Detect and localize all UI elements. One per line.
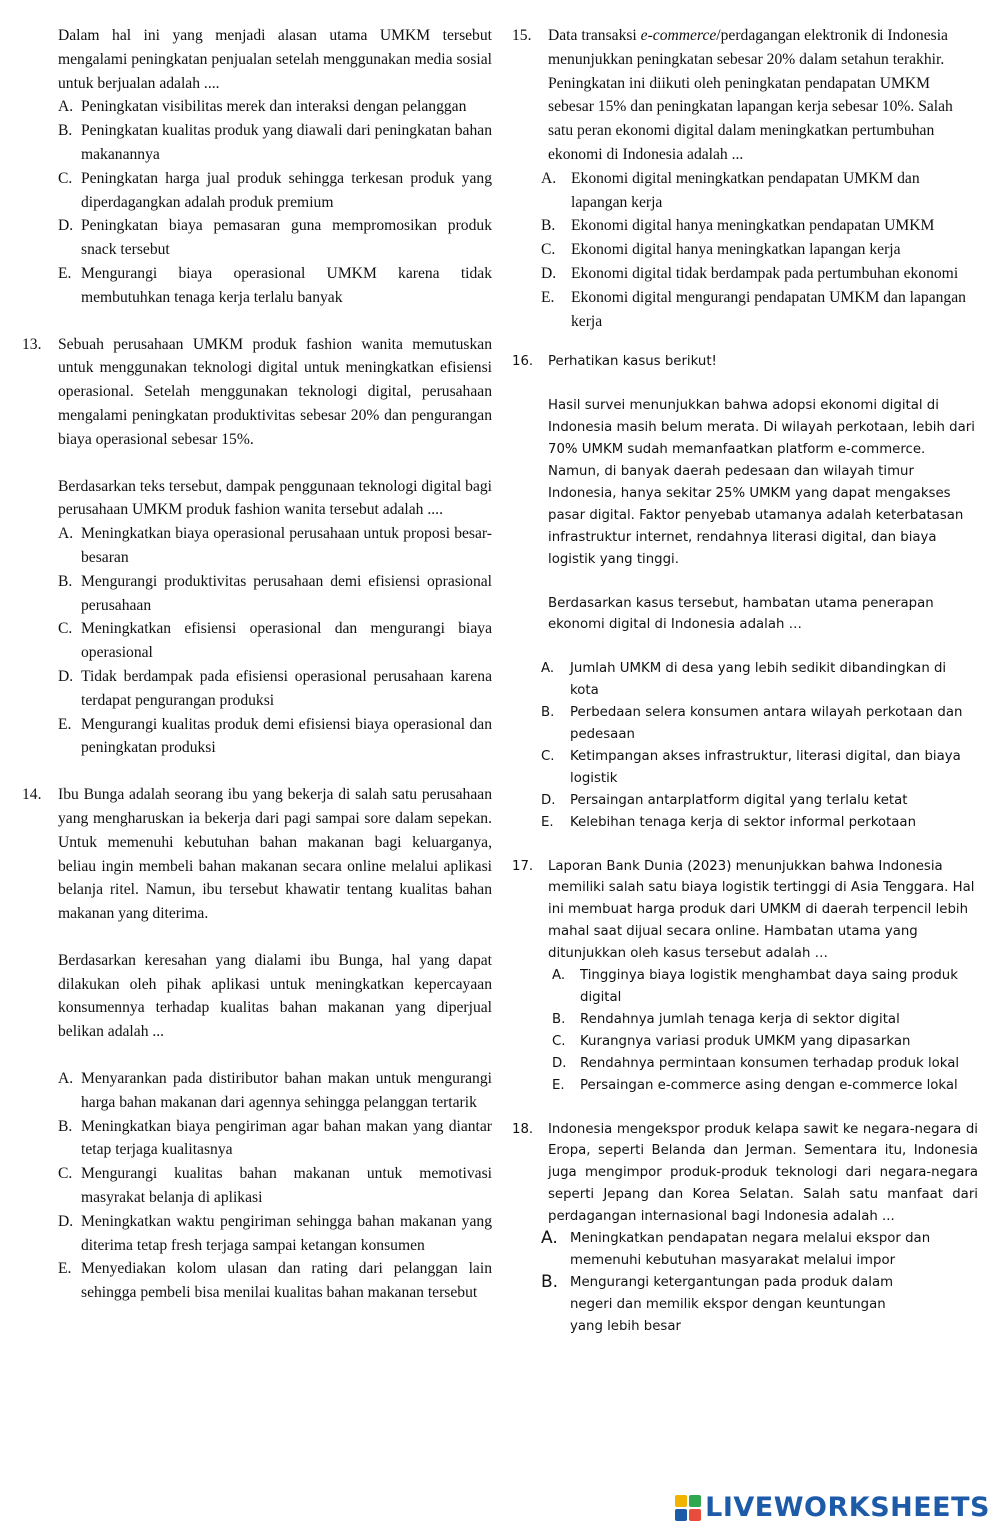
question-14-options xyxy=(22,1067,492,1305)
option[interactable]: C. Ekonomi digital hanya meningkatkan lapangan kerja xyxy=(541,241,901,259)
option[interactable]: D. Rendahnya permintaan konsumen terhadap produk lokal xyxy=(552,1055,960,1071)
option[interactable]: C. Peningkatan harga jual produk sehingga terkesan produk yang diperdagangkan adalah produk premium xyxy=(58,169,492,211)
option[interactable]: B. Mengurangi produktivitas perusahaan demi efisiensi oprasional perusahaan xyxy=(58,572,492,614)
option[interactable]: E. Persaingan e-commerce asing dengan e-commerce lokal xyxy=(552,1077,958,1093)
option[interactable]: A. Ekonomi digital meningkatkan pendapatan UMKM dan lapangan kerja xyxy=(541,169,920,211)
question-number: 16. xyxy=(512,354,534,370)
question-18-options xyxy=(512,1228,978,1338)
question-12-stem: Dalam hal ini yang menjadi alasan utama UMKM tersebut mengalami peningkatan penjualan setelah menggunakan media sosial untuk berjualan adalah .... xyxy=(58,27,492,92)
question-15-stem: Data transaksi e-commerce/perdagangan elektronik di Indonesia menunjukkan peningkatan sebesar 20% dalam setahun terakhir. Peningkatan ini diikuti oleh peningkatan pendapatan UMKM sebesar 15% dan peningkatan lapangan kerja sebesar 10%. Salah satu peran ekonomi digital dalam meningkatkan pertumbuhan ekonomi di Indonesia adalah ... xyxy=(548,27,953,163)
question-16-question: Berdasarkan kasus tersebut, hambatan utama penerapan ekonomi digital di Indonesia adalah … xyxy=(548,595,934,633)
option[interactable]: A. Tingginya biaya logistik menghambat daya saing produk digital xyxy=(552,968,958,1006)
question-13 xyxy=(22,333,492,523)
logo-text: LIVEWORKSHEETS xyxy=(705,1492,990,1523)
question-12-options xyxy=(22,95,492,309)
question-number: 15. xyxy=(512,27,532,44)
option[interactable]: D. Ekonomi digital tidak berdampak pada pertumbuhan ekonomi xyxy=(541,264,959,282)
option[interactable]: D. Persaingan antarplatform digital yang terlalu ketat xyxy=(541,792,908,808)
question-15 xyxy=(512,24,978,167)
option[interactable]: A. Jumlah UMKM di desa yang lebih sedikit dibandingkan di kota xyxy=(541,661,947,699)
option[interactable]: D. Meningkatkan waktu pengiriman sehingga bahan makanan yang diterima tetap fresh terjaga sampai ketangan konsumen xyxy=(58,1212,492,1254)
option[interactable]: C. Ketimpangan akses infrastruktur, literasi digital, dan biaya logistik xyxy=(541,748,961,786)
logo-mark-icon xyxy=(675,1495,701,1521)
question-12 xyxy=(22,24,492,95)
question-13-stem: Sebuah perusahaan UMKM produk fashion wanita memutuskan untuk menggunakan teknologi digital untuk meningkatkan efisiensi operasional. Setelah menggunakan teknologi digital, perusahaan mengalami peningkatan produktivitas sebesar 20% dan pengurangan biaya operasional sebesar 15%. xyxy=(58,335,492,448)
option[interactable]: D. Peningkatan biaya pemasaran guna mempromosikan produk snack tersebut xyxy=(58,217,492,259)
option[interactable]: B. Rendahnya jumlah tenaga kerja di sektor digital xyxy=(552,1011,900,1027)
option[interactable]: C. Kurangnya variasi produk UMKM yang dipasarkan xyxy=(552,1033,911,1049)
question-17-options xyxy=(512,965,978,1096)
question-16-intro: Perhatikan kasus berikut! xyxy=(548,354,717,370)
question-17 xyxy=(512,856,978,966)
option[interactable]: A. Menyarankan pada distiributor bahan makan untuk mengurangi harga bahan makanan dari agennya sehingga pelanggan tertarik xyxy=(58,1070,492,1111)
question-13-options xyxy=(22,522,492,760)
question-14 xyxy=(22,783,492,1044)
question-number: 17. xyxy=(512,858,534,874)
option[interactable]: E. Mengurangi biaya operasional UMKM karena tidak membutuhkan tenaga kerja terlalu banyak xyxy=(58,264,492,306)
right-column xyxy=(512,24,978,1338)
question-15-options xyxy=(512,167,978,334)
option[interactable]: B. Perbedaan selera konsumen antara wilayah perkotaan dan pedesaan xyxy=(541,705,963,743)
question-14-stem: Ibu Bunga adalah seorang ibu yang bekerja di salah satu perusahaan yang mengharuskan ia bekerja dari pagi sampai sore dalam sepekan. Untuk memenuhi kebutuhan bahan makanan bagi keluarganya, beliau ingin membeli bahan makanan secara online melalui aplikasi belanja ritel. Namun, ibu tersebut khawatir tentang kualitas bahan makanan yang diterima. xyxy=(58,786,492,923)
left-column xyxy=(22,24,492,1305)
question-16-options xyxy=(512,658,978,833)
option[interactable]: E. Ekonomi digital mengurangi pendapatan UMKM dan lapangan kerja xyxy=(541,288,966,330)
option[interactable]: B. Ekonomi digital hanya meningkatkan pendapatan UMKM xyxy=(541,217,935,235)
question-16 xyxy=(512,351,978,1337)
option[interactable]: B. Peningkatan kualitas produk yang diawali dari peningkatan bahan makanannya xyxy=(58,122,492,163)
question-14-question: Berdasarkan keresahan yang dialami ibu Bunga, hal yang dapat dilakukan oleh pihak aplikasi untuk meningkatkan kepercayaan konsumennya terhadap kualitas bahan makanan yang diperjual belikan adalah ... xyxy=(58,951,492,1041)
option[interactable]: B. Meningkatkan biaya pengiriman agar bahan makan yang diantar tetap terjaga kualitasnya xyxy=(58,1117,492,1159)
option[interactable]: A. Meningkatkan biaya operasional perusahaan untuk proposi besar-besaran xyxy=(58,525,492,566)
option[interactable]: E. Kelebihan tenaga kerja di sektor informal perkotaan xyxy=(541,814,916,830)
question-13-question: Berdasarkan teks tersebut, dampak penggunaan teknologi digital bagi perusahaan UMKM produk fashion wanita tersebut adalah .... xyxy=(58,477,492,519)
question-number: 13. xyxy=(22,335,42,353)
option[interactable]: E. Menyediakan kolom ulasan dan rating dari pelanggan lain sehingga pembeli bisa menilai kualitas bahan makanan tersebut xyxy=(58,1260,492,1302)
option[interactable]: A. Peningkatan visibilitas merek dan interaksi dengan pelanggan xyxy=(58,98,467,116)
question-17-stem: Laporan Bank Dunia (2023) menunjukkan bahwa Indonesia memiliki salah satu biaya logistik tertinggi di Asia Tenggara. Hal ini membuat harga produk dari UMKM di daerah terpencil lebih mahal saat dijual secara online. Hambatan utama yang ditunjukkan oleh kasus tersebut adalah … xyxy=(548,858,975,962)
option[interactable]: A. Meningkatkan pendapatan negara melalui ekspor dan memenuhi kebutuhan masyarakat melalui impor xyxy=(541,1228,931,1268)
option[interactable]: C. Meningkatkan efisiensi operasional dan mengurangi biaya operasional xyxy=(58,620,492,662)
question-number: 14. xyxy=(22,786,42,804)
option[interactable]: D. Tidak berdampak pada efisiensi operasional perusahaan karena terdapat pengurangan produksi xyxy=(58,667,492,709)
question-number: 18. xyxy=(512,1121,534,1137)
liveworksheets-logo[interactable] xyxy=(675,1492,990,1523)
option[interactable]: C. Mengurangi kualitas bahan makanan untuk memotivasi masyrakat belanja di aplikasi xyxy=(58,1165,492,1207)
option[interactable]: B. Mengurangi ketergantungan pada produk dalam negeri dan memilik ekspor dengan keuntungan yang lebih besar xyxy=(541,1271,894,1334)
question-18 xyxy=(512,1119,978,1229)
question-18-stem: Indonesia mengekspor produk kelapa sawit ke negara-negara di Eropa, seperti Belanda dan Jerman. Sementara itu, Indonesia juga mengimpor produk-produk teknologi dari negara-negara seperti Jepang dan Korea Selatan. Salah satu manfaat dari perdagangan internasional bagi Indonesia adalah ... xyxy=(548,1121,978,1225)
question-16-case: Hasil survei menunjukkan bahwa adopsi ekonomi digital di Indonesia masih belum merata. Di wilayah perkotaan, lebih dari 70% UMKM sudah memanfaatkan platform e-commerce. Namun, di banyak daerah pedesaan dan wilayah timur Indonesia, hanya sekitar 25% UMKM yang dapat mengakses pasar digital. Faktor penyebab utamanya adalah keterbatasan infrastruktur internet, rendahnya literasi digital, dan biaya logistik yang tinggi. xyxy=(548,398,975,567)
option[interactable]: E. Mengurangi kualitas produk demi efisiensi biaya operasional dan peningkatan produksi xyxy=(58,715,492,757)
